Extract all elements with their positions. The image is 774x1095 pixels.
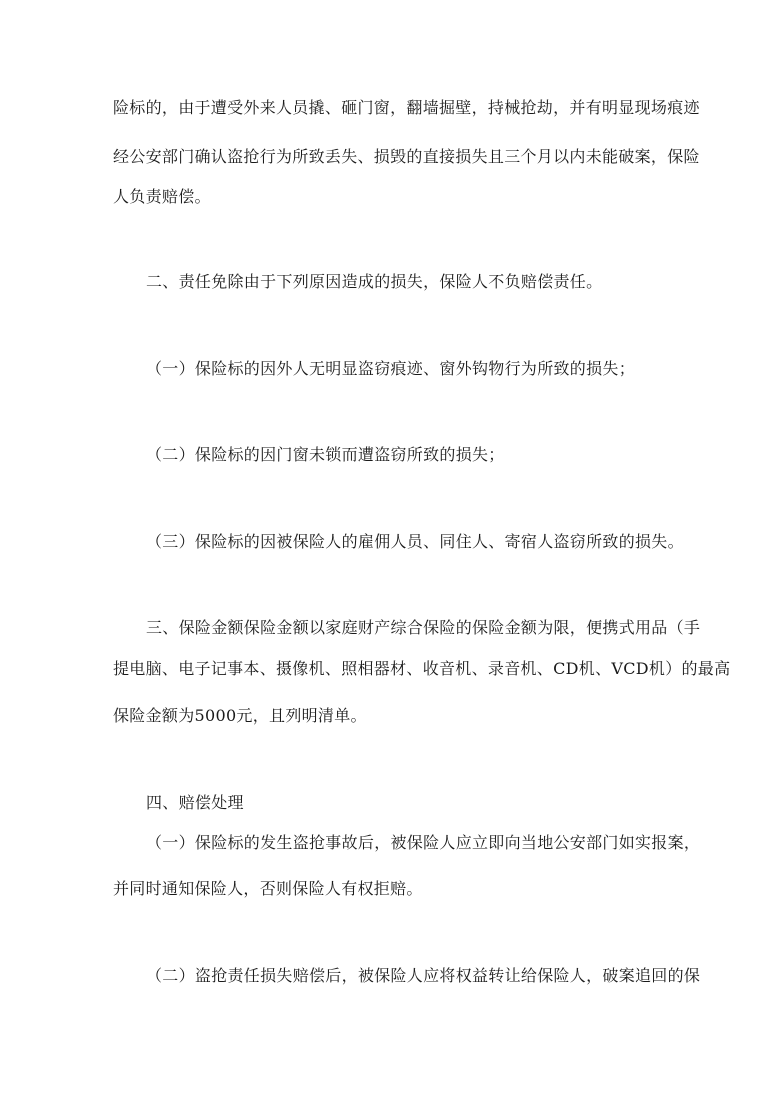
clause-4-1-line1: （一）保险标的发生盗抢事故后，被保险人应立即向当地公安部门如实报案， bbox=[146, 833, 701, 852]
para1-line3: 人负责赔偿。 bbox=[113, 187, 211, 206]
section3-line2: 提电脑、电子记事本、摄像机、照相器材、收音机、录音机、CD机、VCD机）的最高 bbox=[113, 659, 731, 678]
para1-line1: 险标的，由于遭受外来人员撬、砸门窗，翻墙掘壁，持械抢劫，并有明显现场痕迹 bbox=[113, 98, 700, 117]
section3-line3: 保险金额为5000元，且列明清单。 bbox=[113, 706, 367, 725]
clause-4-2-line1: （二）盗抢责任损失赔偿后，被保险人应将权益转让给保险人，破案追回的保 bbox=[146, 966, 701, 985]
para1-line2: 经公安部门确认盗抢行为所致丢失、损毁的直接损失且三个月以内未能破案，保险 bbox=[113, 147, 700, 166]
section3-line1: 三、保险金额保险金额以家庭财产综合保险的保险金额为限，便携式用品（手 bbox=[146, 618, 701, 637]
clause-2-1: （一）保险标的因外人无明显盗窃痕迹、窗外钩物行为所致的损失； bbox=[146, 359, 636, 378]
clause-4-1-line2: 并同时通知保险人，否则保险人有权拒赔。 bbox=[113, 879, 423, 898]
section2-heading: 二、责任免除由于下列原因造成的损失，保险人不负赔偿责任。 bbox=[146, 272, 603, 291]
clause-2-3: （三）保险标的因被保险人的雇佣人员、同住人、寄宿人盗窃所致的损失。 bbox=[146, 532, 684, 551]
clause-2-2: （二）保险标的因门窗未锁而遭盗窃所致的损失； bbox=[146, 445, 505, 464]
section4-heading: 四、赔偿处理 bbox=[146, 793, 244, 812]
